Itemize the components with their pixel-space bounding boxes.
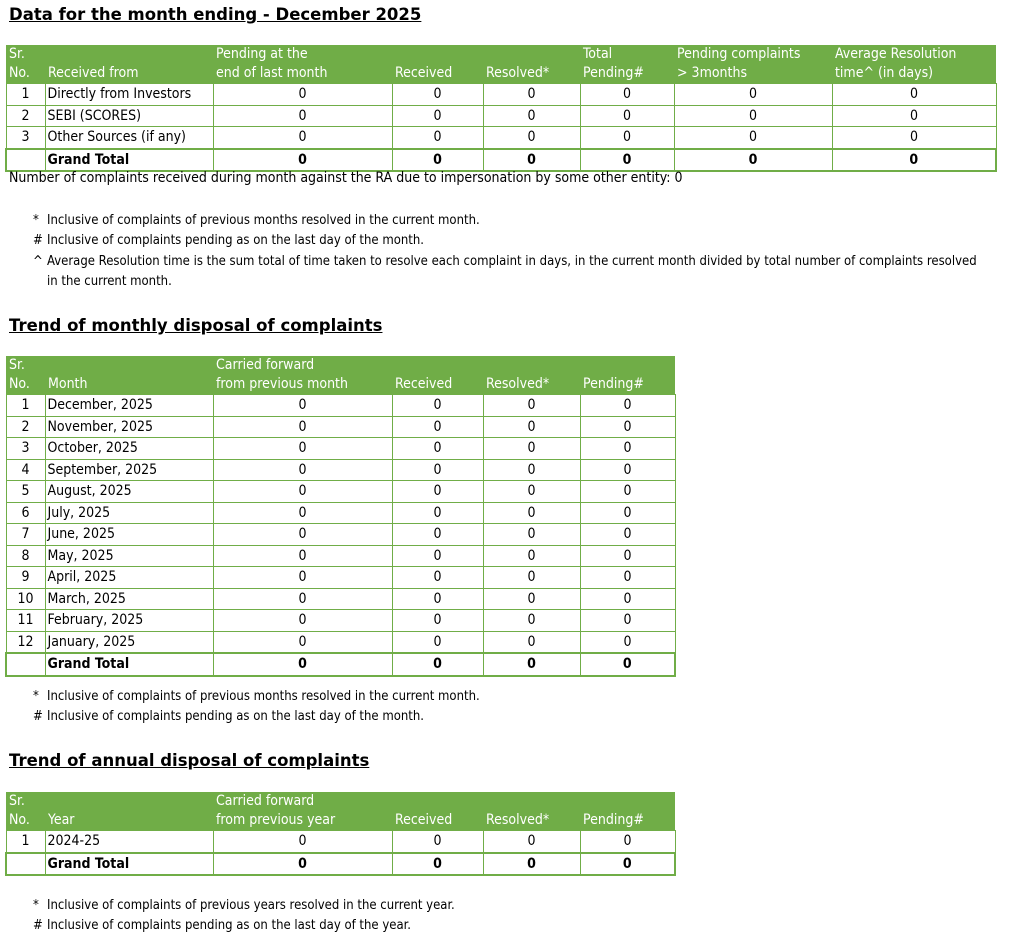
cell-pending: 0 xyxy=(580,567,675,589)
table-row xyxy=(6,610,675,632)
cell-sr: 9 xyxy=(6,567,45,589)
cell-sr: 3 xyxy=(6,438,45,460)
section1-notes xyxy=(33,211,982,292)
footnote-text: Average Resolution time is the sum total of time taken to resolve each complaint in days, in the current month divided by total number of complaints resolved in the current month. xyxy=(47,253,977,289)
cell-pending-3m: 0 xyxy=(674,127,832,149)
cell-sr: 11 xyxy=(6,610,45,632)
cell-period: November, 2025 xyxy=(45,416,213,438)
footnote-symbol: # xyxy=(33,918,43,934)
total-total-pending: 0 xyxy=(580,149,674,172)
section3-title: Trend of annual disposal of complaints xyxy=(9,751,370,770)
cell-pending: 0 xyxy=(580,524,675,546)
cell-received: 0 xyxy=(392,588,483,610)
cell-received: 0 xyxy=(392,84,483,106)
cell-resolved: 0 xyxy=(483,84,580,106)
cell-carried: 0 xyxy=(213,438,392,460)
table-row xyxy=(6,127,996,149)
cell-period: August, 2025 xyxy=(45,481,213,503)
cell-period: December, 2025 xyxy=(45,395,213,417)
section2-notes xyxy=(33,687,982,728)
footnote-text: Inclusive of complaints of previous months resolved in the current month. xyxy=(47,689,480,704)
cell-source: Directly from Investors xyxy=(45,84,213,106)
footnote xyxy=(33,211,982,231)
cell-carried: 0 xyxy=(213,502,392,524)
col-header-sr: Sr. No. xyxy=(6,45,45,84)
cell-sr-empty xyxy=(6,149,45,172)
table-row xyxy=(6,416,675,438)
cell-sr: 2 xyxy=(6,416,45,438)
table-row xyxy=(6,524,675,546)
col-header-received: Received xyxy=(392,356,483,395)
footnote-text: Inclusive of complaints pending as on the last day of the month. xyxy=(47,709,425,725)
cell-period: October, 2025 xyxy=(45,438,213,460)
col-header-pending: Pending# xyxy=(580,792,675,831)
col-header-total-pending: Total Pending# xyxy=(580,45,674,84)
cell-carried: 0 xyxy=(213,567,392,589)
cell-pending-3m: 0 xyxy=(674,84,832,106)
cell-carried: 0 xyxy=(213,416,392,438)
cell-pending: 0 xyxy=(580,545,675,567)
col-header-received-from: Received from xyxy=(45,45,213,84)
col-header-received: Received xyxy=(392,792,483,831)
footnote xyxy=(33,707,982,727)
grand-total-row xyxy=(6,853,675,876)
cell-pending-last: 0 xyxy=(213,127,392,149)
cell-sr-empty xyxy=(6,653,45,676)
cell-received: 0 xyxy=(392,459,483,481)
cell-resolved: 0 xyxy=(483,127,580,149)
cell-sr: 8 xyxy=(6,545,45,567)
cell-sr: 4 xyxy=(6,459,45,481)
cell-received: 0 xyxy=(392,524,483,546)
cell-received: 0 xyxy=(392,567,483,589)
footnote-text: Inclusive of complaints of previous years resolved in the current year. xyxy=(47,898,455,913)
cell-resolved: 0 xyxy=(483,545,580,567)
table-row xyxy=(6,459,675,481)
cell-period: March, 2025 xyxy=(45,588,213,610)
footnote-text: Inclusive of complaints pending as on the last day of the year. xyxy=(47,918,411,934)
cell-pending: 0 xyxy=(580,831,675,853)
cell-pending: 0 xyxy=(580,588,675,610)
table-row xyxy=(6,631,675,653)
section1-title: Data for the month ending - December 2025 xyxy=(9,5,422,24)
cell-received: 0 xyxy=(392,127,483,149)
cell-period: May, 2025 xyxy=(45,545,213,567)
cell-sr: 12 xyxy=(6,631,45,653)
col-header-carried-forward: Carried forward from previous year xyxy=(213,792,392,831)
cell-resolved: 0 xyxy=(483,105,580,127)
grand-total-label: Grand Total xyxy=(45,653,213,676)
footnote xyxy=(33,896,982,916)
table-row xyxy=(6,395,675,417)
cell-period: July, 2025 xyxy=(45,502,213,524)
total-received: 0 xyxy=(392,149,483,172)
annual-trend-table xyxy=(5,792,676,876)
cell-sr: 10 xyxy=(6,588,45,610)
cell-sr: 6 xyxy=(6,502,45,524)
cell-resolved: 0 xyxy=(483,416,580,438)
cell-received: 0 xyxy=(392,395,483,417)
monthly-trend-table xyxy=(5,356,676,677)
col-header-month: Month xyxy=(45,356,213,395)
cell-carried: 0 xyxy=(213,481,392,503)
footnote-symbol: * xyxy=(33,898,39,913)
cell-pending: 0 xyxy=(580,438,675,460)
cell-carried: 0 xyxy=(213,631,392,653)
col-header-avg-resolution-time: Average Resolution time^ (in days) xyxy=(832,45,996,84)
cell-pending: 0 xyxy=(580,395,675,417)
table-row xyxy=(6,831,675,853)
col-header-sr: Sr. No. xyxy=(6,356,45,395)
total-carried: 0 xyxy=(213,853,392,876)
cell-carried: 0 xyxy=(213,459,392,481)
cell-received: 0 xyxy=(392,610,483,632)
cell-resolved: 0 xyxy=(483,524,580,546)
cell-pending: 0 xyxy=(580,631,675,653)
table-header-row xyxy=(6,356,675,395)
cell-resolved: 0 xyxy=(483,567,580,589)
cell-carried: 0 xyxy=(213,831,392,853)
table-row xyxy=(6,588,675,610)
cell-received: 0 xyxy=(392,502,483,524)
cell-source: Other Sources (if any) xyxy=(45,127,213,149)
footnote xyxy=(33,231,982,251)
cell-resolved: 0 xyxy=(483,610,580,632)
cell-carried: 0 xyxy=(213,545,392,567)
cell-resolved: 0 xyxy=(483,395,580,417)
cell-period: June, 2025 xyxy=(45,524,213,546)
footnote xyxy=(33,916,982,936)
cell-period: January, 2025 xyxy=(45,631,213,653)
cell-pending: 0 xyxy=(580,459,675,481)
cell-sr-empty xyxy=(6,853,45,876)
cell-resolved: 0 xyxy=(483,502,580,524)
footnote-text: Inclusive of complaints pending as on the last day of the month. xyxy=(47,233,425,249)
col-header-resolved: Resolved* xyxy=(483,356,580,395)
grand-total-label: Grand Total xyxy=(45,853,213,876)
cell-carried: 0 xyxy=(213,524,392,546)
grand-total-row xyxy=(6,149,996,172)
cell-sr: 1 xyxy=(6,84,45,106)
total-pending: 0 xyxy=(580,853,675,876)
total-received: 0 xyxy=(392,853,483,876)
cell-total-pending: 0 xyxy=(580,84,674,106)
total-pending-3m: 0 xyxy=(674,149,832,172)
cell-resolved: 0 xyxy=(483,438,580,460)
section3-notes xyxy=(33,896,982,937)
footnote-symbol: # xyxy=(33,709,43,725)
total-resolved: 0 xyxy=(483,653,580,676)
footnote xyxy=(33,252,982,293)
total-resolved: 0 xyxy=(483,149,580,172)
impersonation-note: Number of complaints received during month against the RA due to impersonation by some other entity: 0 xyxy=(9,170,683,186)
total-pending: 0 xyxy=(580,653,675,676)
cell-avg-time: 0 xyxy=(832,84,996,106)
cell-carried: 0 xyxy=(213,395,392,417)
col-header-resolved: Resolved* xyxy=(483,45,580,84)
col-header-sr: Sr. No. xyxy=(6,792,45,831)
cell-sr: 1 xyxy=(6,831,45,853)
cell-resolved: 0 xyxy=(483,588,580,610)
cell-received: 0 xyxy=(392,481,483,503)
cell-pending: 0 xyxy=(580,481,675,503)
cell-resolved: 0 xyxy=(483,831,580,853)
cell-received: 0 xyxy=(392,831,483,853)
table-row xyxy=(6,438,675,460)
footnote-symbol: * xyxy=(33,689,39,704)
cell-received: 0 xyxy=(392,105,483,127)
cell-carried: 0 xyxy=(213,588,392,610)
cell-resolved: 0 xyxy=(483,481,580,503)
footnote-symbol: ^ xyxy=(33,253,43,269)
footnote-text: Inclusive of complaints of previous months resolved in the current month. xyxy=(47,213,480,228)
cell-avg-time: 0 xyxy=(832,127,996,149)
col-header-pending-3-months: Pending complaints > 3months xyxy=(674,45,832,84)
cell-sr: 2 xyxy=(6,105,45,127)
section2-title: Trend of monthly disposal of complaints xyxy=(9,316,383,335)
col-header-pending: Pending# xyxy=(580,356,675,395)
cell-total-pending: 0 xyxy=(580,105,674,127)
table-row xyxy=(6,545,675,567)
cell-received: 0 xyxy=(392,545,483,567)
total-avg-time: 0 xyxy=(832,149,996,172)
table-row xyxy=(6,502,675,524)
cell-resolved: 0 xyxy=(483,459,580,481)
cell-resolved: 0 xyxy=(483,631,580,653)
table-header-row xyxy=(6,45,996,84)
cell-avg-time: 0 xyxy=(832,105,996,127)
col-header-carried-forward: Carried forward from previous month xyxy=(213,356,392,395)
cell-sr: 3 xyxy=(6,127,45,149)
table-row xyxy=(6,105,996,127)
cell-pending-last: 0 xyxy=(213,84,392,106)
cell-sr: 1 xyxy=(6,395,45,417)
col-header-resolved: Resolved* xyxy=(483,792,580,831)
cell-period: April, 2025 xyxy=(45,567,213,589)
table-row xyxy=(6,567,675,589)
cell-pending-last: 0 xyxy=(213,105,392,127)
footnote xyxy=(33,687,982,707)
footnote-symbol: * xyxy=(33,213,39,228)
cell-period: February, 2025 xyxy=(45,610,213,632)
cell-pending: 0 xyxy=(580,416,675,438)
cell-period: 2024-25 xyxy=(45,831,213,853)
cell-sr: 5 xyxy=(6,481,45,503)
col-header-year: Year xyxy=(45,792,213,831)
total-pending-last: 0 xyxy=(213,149,392,172)
cell-sr: 7 xyxy=(6,524,45,546)
col-header-pending-last-month: Pending at the end of last month xyxy=(213,45,392,84)
cell-pending: 0 xyxy=(580,502,675,524)
cell-received: 0 xyxy=(392,416,483,438)
table-header-row xyxy=(6,792,675,831)
cell-pending: 0 xyxy=(580,610,675,632)
monthly-complaints-table xyxy=(5,45,997,172)
cell-received: 0 xyxy=(392,631,483,653)
table-row xyxy=(6,481,675,503)
cell-received: 0 xyxy=(392,438,483,460)
footnote-symbol: # xyxy=(33,233,43,249)
total-resolved: 0 xyxy=(483,853,580,876)
cell-source: SEBI (SCORES) xyxy=(45,105,213,127)
cell-pending-3m: 0 xyxy=(674,105,832,127)
col-header-received: Received xyxy=(392,45,483,84)
grand-total-label: Grand Total xyxy=(45,149,213,172)
total-carried: 0 xyxy=(213,653,392,676)
total-received: 0 xyxy=(392,653,483,676)
cell-carried: 0 xyxy=(213,610,392,632)
cell-period: September, 2025 xyxy=(45,459,213,481)
table-row xyxy=(6,84,996,106)
grand-total-row xyxy=(6,653,675,676)
cell-total-pending: 0 xyxy=(580,127,674,149)
